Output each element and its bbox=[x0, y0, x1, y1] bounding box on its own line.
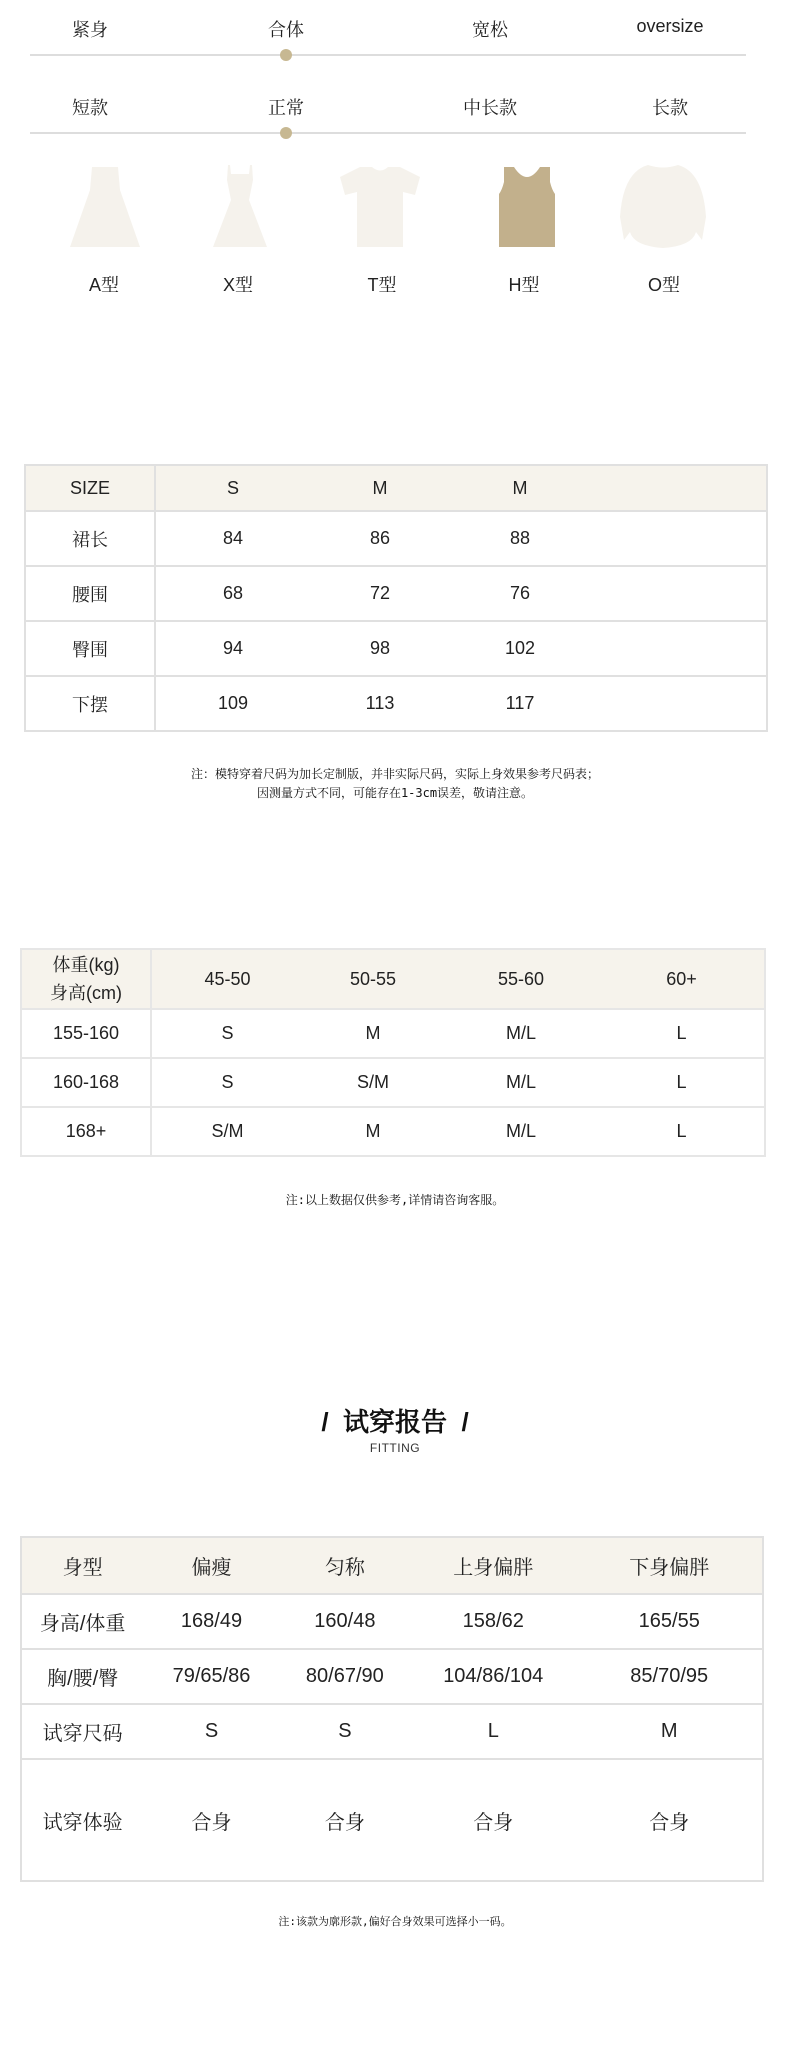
height-range-label: 155-160 bbox=[21, 1009, 151, 1058]
length-label-normal: 正常 bbox=[268, 98, 304, 118]
length-label-long: 长款 bbox=[652, 98, 688, 118]
silhouette-label-o: O型 bbox=[647, 275, 681, 295]
table-cell: M/L bbox=[443, 1058, 599, 1107]
table-cell: 113 bbox=[310, 676, 450, 731]
size-table bbox=[24, 464, 768, 732]
table-row bbox=[21, 1107, 765, 1156]
weight-range-header: 55-60 bbox=[443, 949, 599, 1009]
table-cell: L bbox=[599, 1107, 765, 1156]
length-scale-selected-dot bbox=[280, 127, 292, 139]
table-row bbox=[21, 1649, 763, 1704]
fit-label-regular: 合体 bbox=[268, 20, 304, 40]
silhouette-label-x: X型 bbox=[222, 275, 254, 295]
silhouette-label-h: H型 bbox=[508, 275, 540, 295]
table-cell: 88 bbox=[450, 511, 590, 566]
body-type-header: 上身偏胖 bbox=[410, 1537, 576, 1594]
size-header-cell: M bbox=[450, 465, 590, 511]
weight-range-header: 45-50 bbox=[151, 949, 303, 1009]
table-cell: 80/67/90 bbox=[280, 1649, 410, 1704]
size-note-line-2: 因测量方式不同，可能存在1-3cm误差，敬请注意。 bbox=[256, 786, 534, 800]
length-scale-line bbox=[30, 132, 746, 134]
table-cell: 76 bbox=[450, 566, 590, 621]
table-cell: M/L bbox=[443, 1107, 599, 1156]
table-cell: S bbox=[151, 1058, 303, 1107]
row-label: 身高/体重 bbox=[21, 1594, 143, 1649]
weight-range-header: 60+ bbox=[599, 949, 765, 1009]
fit-label-loose: 宽松 bbox=[472, 20, 508, 40]
table-cell: M bbox=[303, 1009, 443, 1058]
table-cell: 94 bbox=[155, 621, 310, 676]
table-cell: 85/70/95 bbox=[576, 1649, 763, 1704]
length-scale bbox=[30, 78, 746, 148]
row-label: 腰围 bbox=[25, 566, 155, 621]
fitting-report-title: / 试穿报告 / bbox=[321, 1407, 469, 1437]
fit-scale-line bbox=[30, 54, 746, 56]
body-type-header: 下身偏胖 bbox=[576, 1537, 763, 1594]
table-cell: 72 bbox=[310, 566, 450, 621]
table-row bbox=[21, 1594, 763, 1649]
t-shirt-silhouette-icon bbox=[335, 162, 425, 252]
row-label: 下摆 bbox=[25, 676, 155, 731]
table-cell: 168/49 bbox=[143, 1594, 279, 1649]
h-line-silhouette-icon bbox=[482, 162, 572, 252]
table-row bbox=[25, 566, 767, 621]
fit-label-tight: 紧身 bbox=[72, 20, 108, 40]
row-label: 试穿体验 bbox=[21, 1759, 143, 1881]
fitting-report-subtitle: FITTING bbox=[369, 1441, 421, 1455]
table-cell: 158/62 bbox=[410, 1594, 576, 1649]
body-type-header: 匀称 bbox=[280, 1537, 410, 1594]
table-cell: 98 bbox=[310, 621, 450, 676]
table-cell: 104/86/104 bbox=[410, 1649, 576, 1704]
table-cell: L bbox=[599, 1009, 765, 1058]
table-cell: S/M bbox=[151, 1107, 303, 1156]
size-header-cell: S bbox=[155, 465, 310, 511]
table-row bbox=[21, 1759, 763, 1881]
row-label: 裙长 bbox=[25, 511, 155, 566]
table-cell: 合身 bbox=[576, 1759, 763, 1881]
row-label: 胸/腰/臀 bbox=[21, 1649, 143, 1704]
table-row bbox=[21, 1009, 765, 1058]
height-header-label: 身高(cm) bbox=[50, 983, 122, 1003]
table-cell: M bbox=[303, 1107, 443, 1156]
recommend-table-header bbox=[21, 949, 765, 1009]
weight-range-header: 50-55 bbox=[303, 949, 443, 1009]
table-row bbox=[21, 1704, 763, 1759]
silhouette-label-a: A型 bbox=[88, 275, 120, 295]
table-cell: M bbox=[576, 1704, 763, 1759]
o-line-silhouette-icon bbox=[618, 162, 708, 252]
a-line-silhouette-icon bbox=[60, 162, 150, 252]
size-note-line-1: 注：模特穿着尺码为加长定制版，并非实际尺码，实际上身效果参考尺码表； bbox=[190, 767, 599, 781]
fit-label-oversize: oversize bbox=[636, 16, 704, 36]
fit-scale-selected-dot bbox=[280, 49, 292, 61]
table-cell: S bbox=[280, 1704, 410, 1759]
body-type-header: 身型 bbox=[21, 1537, 143, 1594]
table-cell: 79/65/86 bbox=[143, 1649, 279, 1704]
table-cell: S bbox=[143, 1704, 279, 1759]
table-cell: 86 bbox=[310, 511, 450, 566]
weight-header-label: 体重(kg) bbox=[52, 955, 120, 975]
table-cell: L bbox=[410, 1704, 576, 1759]
table-cell: 合身 bbox=[410, 1759, 576, 1881]
fitting-report-note: 注:该款为廓形款,偏好合身效果可选择小一码。 bbox=[278, 1915, 512, 1928]
fitting-table-header bbox=[21, 1537, 763, 1594]
length-label-short: 短款 bbox=[72, 98, 108, 118]
fit-scale bbox=[30, 0, 746, 70]
row-label: 臀围 bbox=[25, 621, 155, 676]
table-cell: 117 bbox=[450, 676, 590, 731]
table-cell: 165/55 bbox=[576, 1594, 763, 1649]
table-cell: 84 bbox=[155, 511, 310, 566]
silhouette-label-t: T型 bbox=[367, 275, 397, 295]
height-range-label: 160-168 bbox=[21, 1058, 151, 1107]
table-cell: 合身 bbox=[280, 1759, 410, 1881]
size-recommendation-table bbox=[20, 948, 766, 1157]
fitting-report-table bbox=[20, 1536, 764, 1882]
table-cell: M/L bbox=[443, 1009, 599, 1058]
table-cell: S/M bbox=[303, 1058, 443, 1107]
size-table-header bbox=[25, 465, 767, 511]
table-row bbox=[25, 621, 767, 676]
size-header-label: SIZE bbox=[25, 465, 155, 511]
table-cell: S bbox=[151, 1009, 303, 1058]
x-line-silhouette-icon bbox=[195, 162, 285, 252]
recommend-table-note: 注:以上数据仅供参考,详情请咨询客服。 bbox=[285, 1193, 505, 1207]
row-label: 试穿尺码 bbox=[21, 1704, 143, 1759]
body-type-header: 偏瘦 bbox=[143, 1537, 279, 1594]
table-cell: 102 bbox=[450, 621, 590, 676]
length-label-midlong: 中长款 bbox=[463, 98, 517, 118]
height-range-label: 168+ bbox=[21, 1107, 151, 1156]
weight-height-header bbox=[21, 949, 151, 1009]
table-row bbox=[21, 1058, 765, 1107]
table-row bbox=[25, 511, 767, 566]
table-cell: 68 bbox=[155, 566, 310, 621]
table-cell: 合身 bbox=[143, 1759, 279, 1881]
size-table-note bbox=[0, 765, 790, 803]
table-cell: 109 bbox=[155, 676, 310, 731]
table-cell: 160/48 bbox=[280, 1594, 410, 1649]
table-cell: L bbox=[599, 1058, 765, 1107]
table-row bbox=[25, 676, 767, 731]
size-header-cell: M bbox=[310, 465, 450, 511]
